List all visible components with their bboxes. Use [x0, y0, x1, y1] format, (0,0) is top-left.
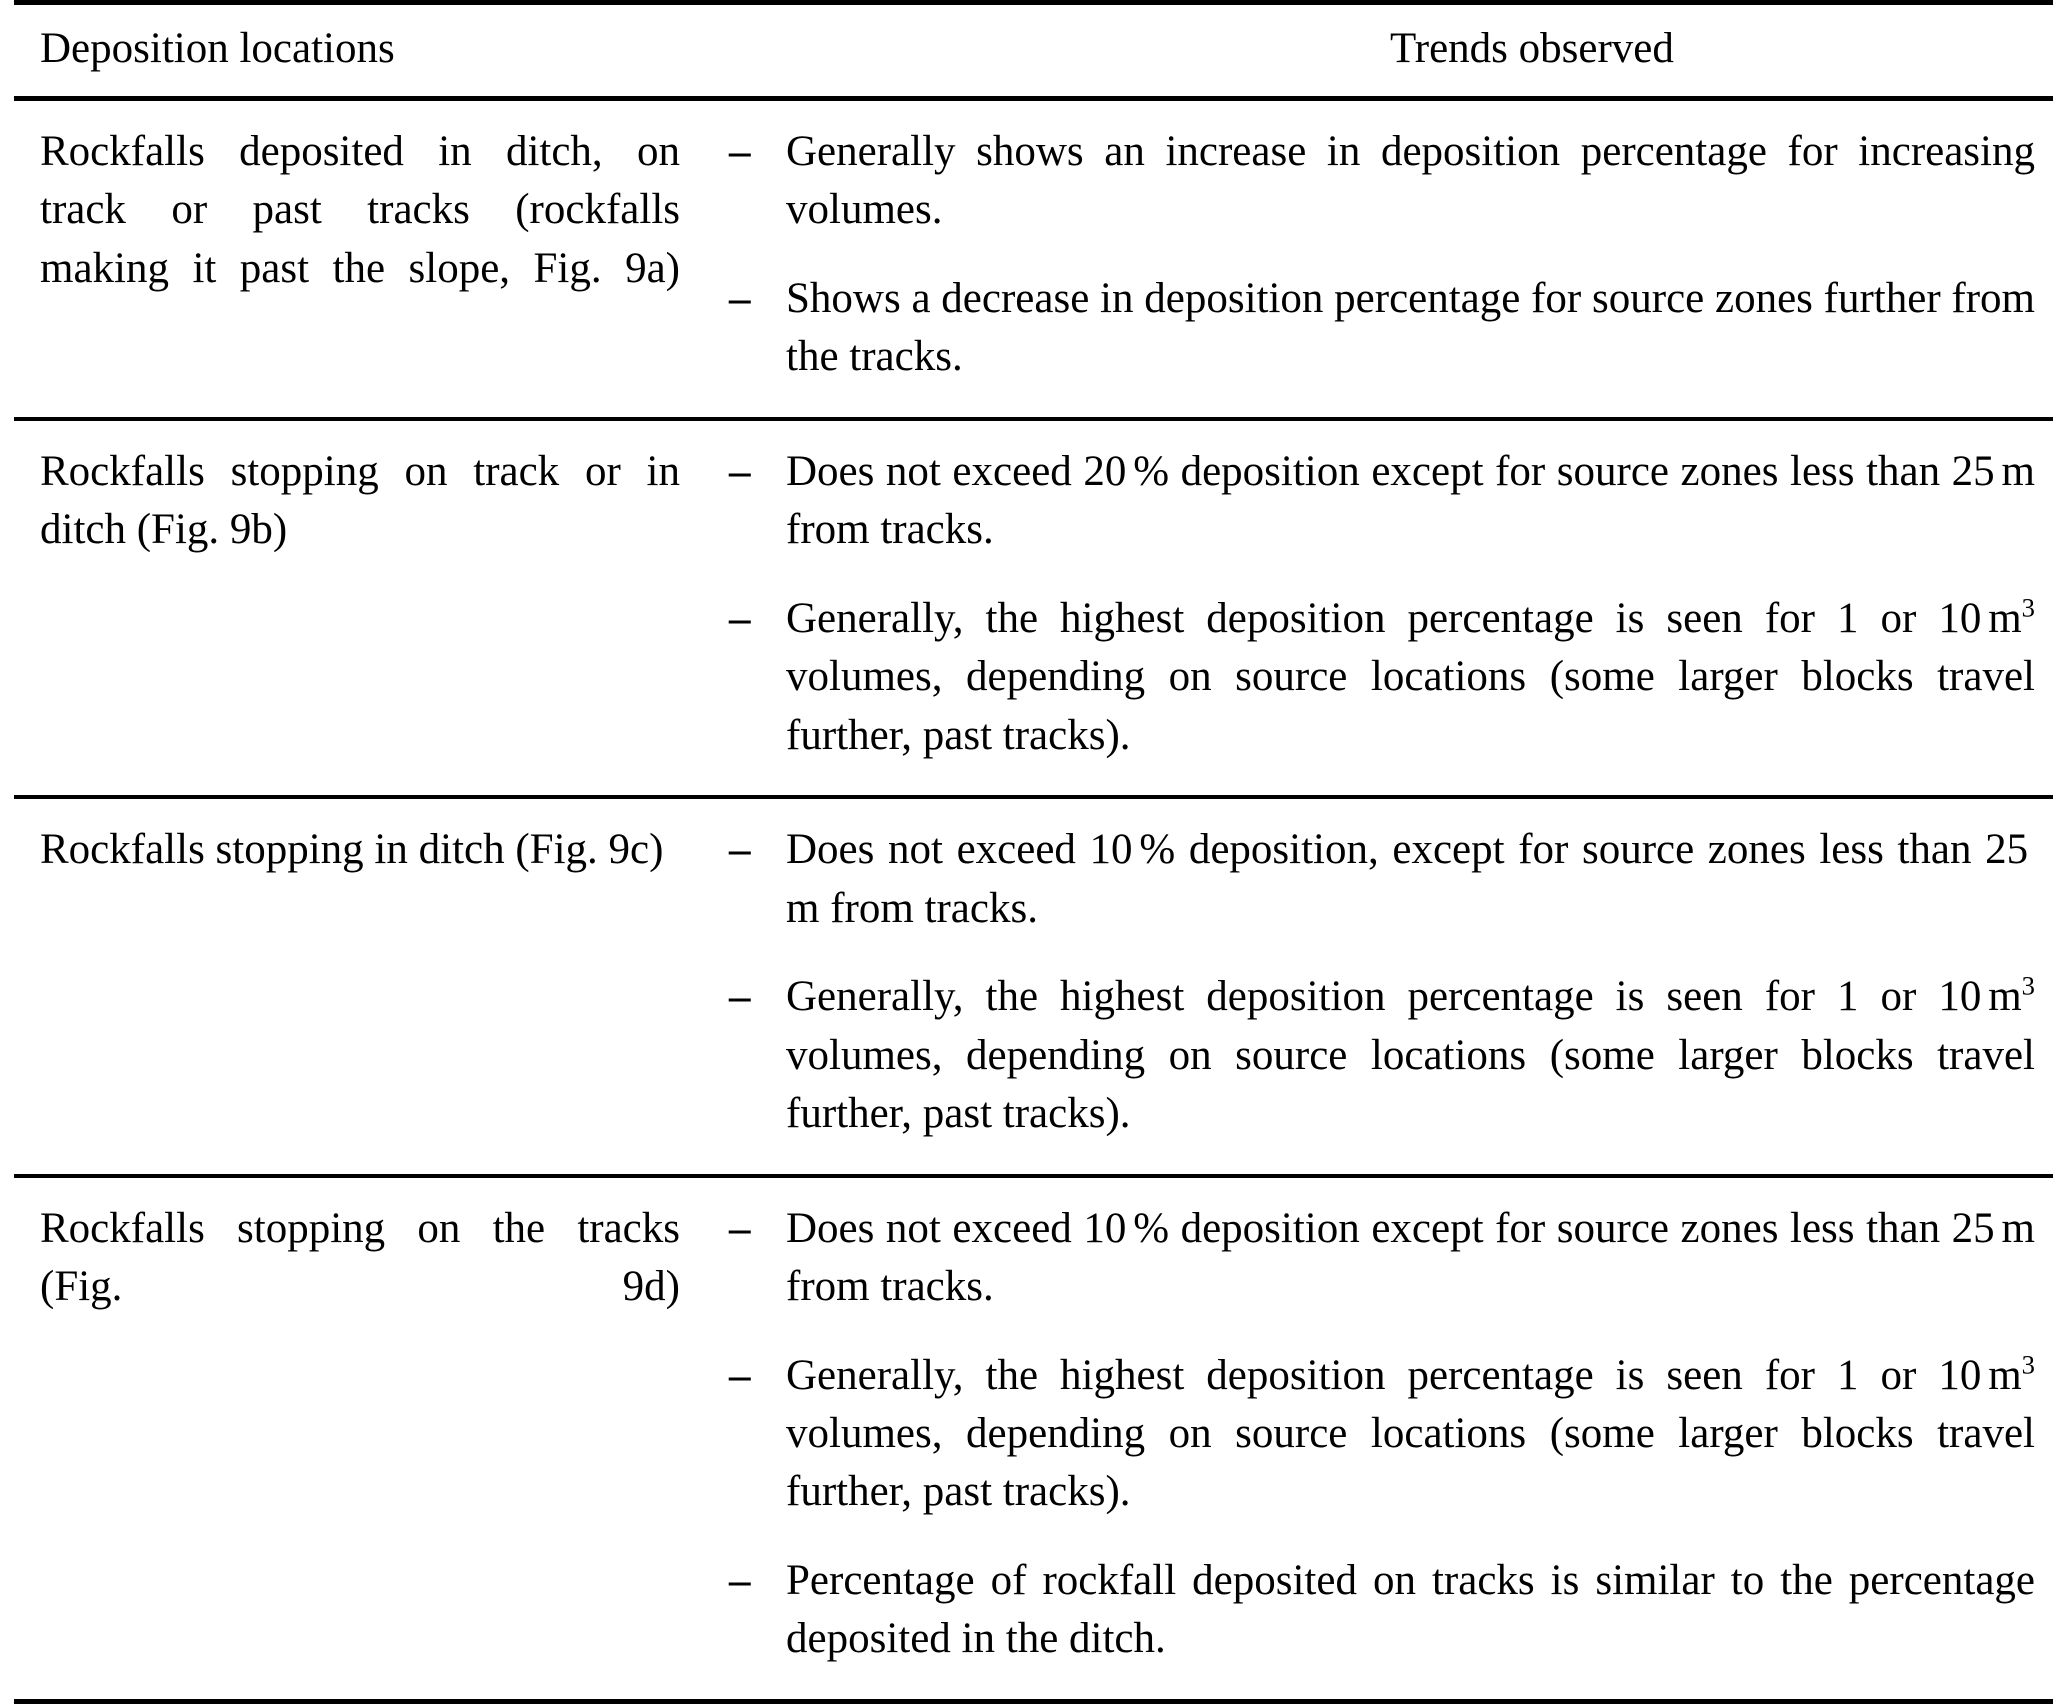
trend-text: Generally, the highest deposition percentage is seen for 1 or 10 $m^3$ volumes, depending on source locations (some larger blocks travel further, past tracks).: [786, 970, 2035, 1138]
table-row: [14, 1176, 2053, 1702]
trend-text: Generally shows an increase in deposition percentage for increasing volumes.: [786, 128, 2035, 234]
trend-list: [724, 821, 2035, 1143]
deposition-location-text: Rockfalls stopping on track or in ditch (Fig. 9b): [40, 447, 680, 554]
trend-text: Does not exceed 20 % deposition except for source zones less than 25 m from tracks.: [786, 447, 2035, 554]
trend-list: [724, 1200, 2035, 1669]
trend-text: Does not exceed 10 % deposition, except for source zones less than 25m from tracks.: [786, 826, 2029, 932]
cell-trends-observed: [724, 99, 2053, 419]
deposition-location-text: Rockfalls stopping on the tracks (Fig. 9d): [40, 1204, 680, 1311]
dash-icon: –: [729, 973, 751, 1021]
trend-bullet: [724, 123, 2035, 240]
trend-text: Percentage of rockfall deposited on tracks is similar to the percentage deposited in the ditch.: [786, 1556, 2035, 1663]
trend-bullet: [724, 590, 2035, 765]
dash-icon: –: [729, 1351, 751, 1399]
table-row: [14, 99, 2053, 419]
dash-icon: –: [729, 447, 751, 495]
dash-icon: –: [729, 826, 751, 874]
deposition-trends-table: [14, 0, 2053, 1704]
column-header-trends-observed: Trends observed: [724, 3, 2053, 99]
dash-icon: –: [729, 1204, 751, 1252]
trend-bullet: [724, 821, 2035, 938]
cell-deposition-location: [14, 797, 724, 1175]
trend-list: [724, 123, 2035, 387]
cell-deposition-location: [14, 99, 724, 419]
trend-text: Generally, the highest deposition percentage is seen for 1 or 10 $m^3$ volumes, depending on source locations (some larger blocks travel further, past tracks).: [786, 1349, 2035, 1516]
trend-bullet: [724, 968, 2035, 1143]
deposition-location-text: Rockfalls deposited in ditch, on track or past tracks (rockfalls making it past the slope, Fig. 9a): [40, 128, 680, 292]
cell-trends-observed: [724, 797, 2053, 1175]
cell-deposition-location: [14, 419, 724, 797]
table-header-row: [14, 3, 2053, 99]
dash-icon: –: [729, 128, 751, 175]
column-header-deposition-locations: Deposition locations: [14, 3, 724, 99]
dash-icon: –: [729, 274, 751, 322]
trend-bullet: [724, 443, 2035, 560]
trend-text: Does not exceed 10 % deposition except for source zones less than 25 m from tracks.: [786, 1204, 2035, 1311]
cell-trends-observed: [724, 419, 2053, 797]
trend-text: Shows a decrease in deposition percentage for source zones further from the tracks.: [786, 274, 2035, 381]
trend-text: Generally, the highest deposition percentage is seen for 1 or 10 $m^3$ volumes, depending on source locations (some larger blocks travel further, past tracks).: [786, 592, 2035, 759]
dash-icon: –: [729, 594, 751, 642]
dash-icon: –: [729, 1556, 751, 1604]
cell-trends-observed: [724, 1176, 2053, 1702]
deposition-location-text: Rockfalls stopping in ditch (Fig. 9c): [40, 826, 664, 874]
trend-bullet: [724, 1200, 2035, 1317]
trend-bullet: [724, 270, 2035, 387]
table-row: [14, 419, 2053, 797]
cell-deposition-location: [14, 1176, 724, 1702]
trend-list: [724, 443, 2035, 765]
table-body: [14, 99, 2053, 1702]
table-row: [14, 797, 2053, 1175]
trend-bullet: [724, 1347, 2035, 1522]
table-header: [14, 3, 2053, 99]
trend-bullet: [724, 1552, 2035, 1669]
